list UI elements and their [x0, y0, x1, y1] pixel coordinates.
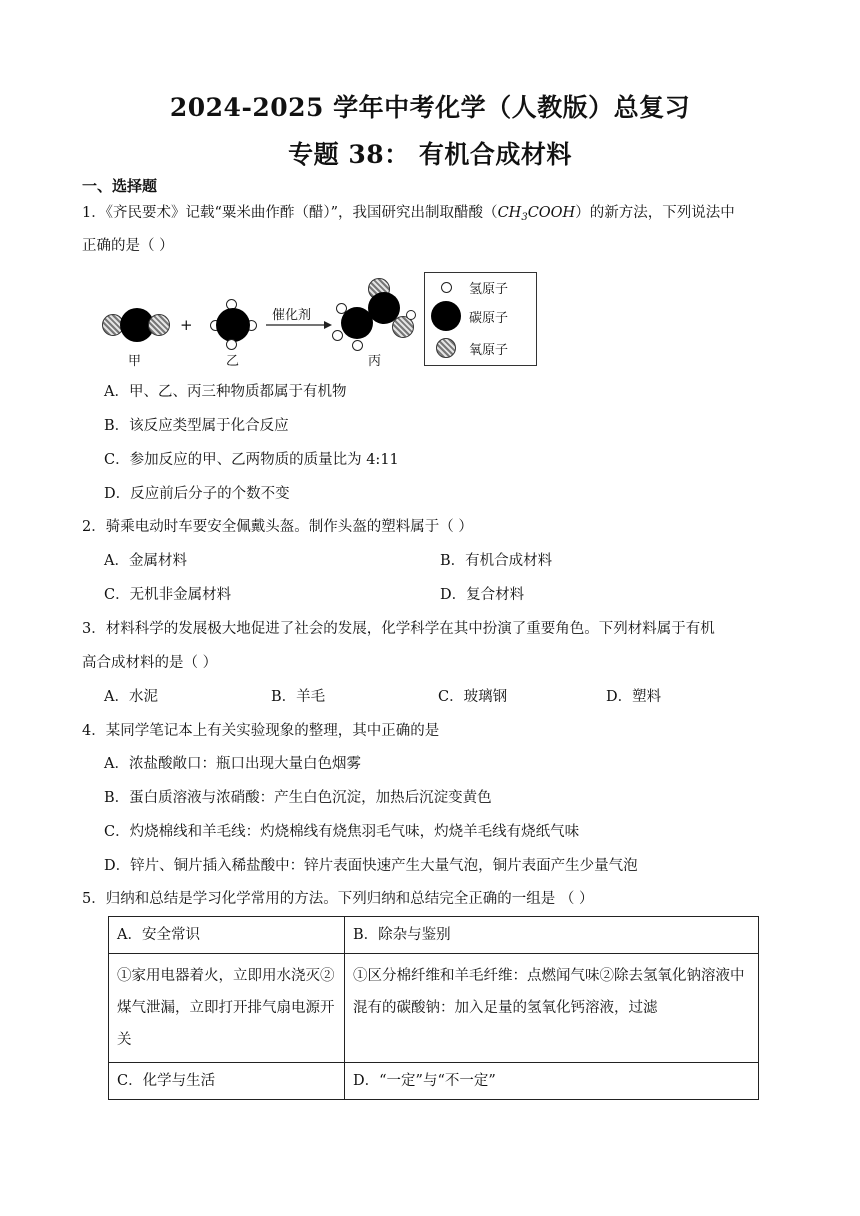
q3-option-b: B．羊毛	[271, 689, 326, 705]
q5-cell-b-body: ①区分棉纤维和羊毛纤维：点燃闻气味②除去氢氧化钠溶液中混有的碳酸钠：加入足量的氢氧化钙溶液，过滤	[345, 954, 759, 1063]
plus-sign: +	[180, 316, 193, 334]
acetic-acid-formula: $CH_3COOH$	[497, 205, 576, 223]
document-subtitle: 专题 38： 有机合成材料	[288, 140, 572, 169]
carbon-atom	[216, 308, 250, 342]
carbon-legend-icon	[431, 301, 461, 331]
q2-option-d: D．复合材料	[440, 587, 525, 603]
hydrogen-atom	[352, 340, 363, 351]
q1-option-a: A．甲、乙、丙三种物质都属于有机物	[104, 384, 347, 400]
q5-table	[108, 916, 759, 1100]
q4-option-c: C．灼烧棉线和羊毛线：灼烧棉线有烧焦羽毛气味，灼烧羊毛线有烧纸气味	[104, 824, 580, 840]
q4-option-a: A．浓盐酸敞口：瓶口出现大量白色烟雾	[104, 756, 361, 772]
q5-cell-b-header: B．除杂与鉴别	[345, 917, 759, 954]
q4-stem: 4．某同学笔记本上有关实验现象的整理，其中正确的是	[82, 723, 440, 739]
q5-cell-d-header: D．“一定”与“不一定”	[345, 1063, 759, 1100]
q3-option-a: A．水泥	[104, 689, 158, 705]
section-heading: 一、选择题	[82, 177, 158, 195]
q3-stem: 3．材料科学的发展极大地促进了社会的发展，化学科学在其中扮演了重要角色。下列材料属于有机	[82, 621, 715, 637]
document-title: 2024-2025 学年中考化学（人教版）总复习	[169, 93, 691, 122]
q3-stem-line2: 高合成材料的是（ ）	[82, 655, 218, 671]
q3-option-d: D．塑料	[606, 689, 662, 705]
q1-option-d: D．反应前后分子的个数不变	[104, 486, 290, 502]
q5-stem: 5．归纳和总结是学习化学常用的方法。下列归纳和总结完全正确的一组是 （ ）	[82, 891, 594, 907]
hydrogen-atom	[226, 339, 237, 350]
q5-cell-a-body: ①家用电器着火，立即用水浇灭②煤气泄漏，立即打开排气扇电源开关	[109, 954, 345, 1063]
atom-legend: 氢原子 碳原子 氧原子	[424, 272, 537, 366]
catalyst-label: 催化剂	[272, 308, 312, 323]
hydrogen-atom	[406, 310, 416, 320]
q1-option-b: B．该反应类型属于化合反应	[104, 418, 289, 434]
q2-stem: 2．骑乘电动时车要安全佩戴头盔。制作头盔的塑料属于（ ）	[82, 519, 473, 535]
label-jia: 甲	[128, 354, 142, 369]
q5-cell-c-header: C．化学与生活	[109, 1063, 345, 1100]
label-bing: 丙	[368, 354, 382, 369]
q2-option-b: B．有机合成材料	[440, 553, 553, 569]
q1-stem-line2: 正确的是（ ）	[82, 238, 174, 254]
q1-option-c: C．参加反应的甲、乙两物质的质量比为 4:11	[104, 452, 399, 468]
q4-option-d: D．锌片、铜片插入稀盐酸中：锌片表面快速产生大量气泡，铜片表面产生少量气泡	[104, 858, 638, 874]
q5-cell-a-header: A．安全常识	[109, 917, 345, 954]
reaction-arrow-icon	[266, 320, 332, 330]
q3-option-c: C．玻璃钢	[438, 689, 508, 705]
reaction-diagram	[96, 270, 536, 370]
hydrogen-legend-icon	[441, 282, 452, 293]
q2-option-a: A．金属材料	[104, 553, 187, 569]
hydrogen-atom	[332, 330, 343, 341]
q4-option-b: B．蛋白质溶液与浓硝酸：产生白色沉淀，加热后沉淀变黄色	[104, 790, 492, 806]
label-yi: 乙	[226, 354, 240, 369]
oxygen-atom	[148, 314, 170, 336]
q2-option-c: C．无机非金属材料	[104, 587, 232, 603]
oxygen-legend-icon	[436, 338, 456, 358]
q1-stem: 1．《齐民要术》记载“粟米曲作酢（醋）”，我国研究出制取醋酸$(CH_3COOH)$的新方法，下列说法中	[82, 205, 735, 223]
